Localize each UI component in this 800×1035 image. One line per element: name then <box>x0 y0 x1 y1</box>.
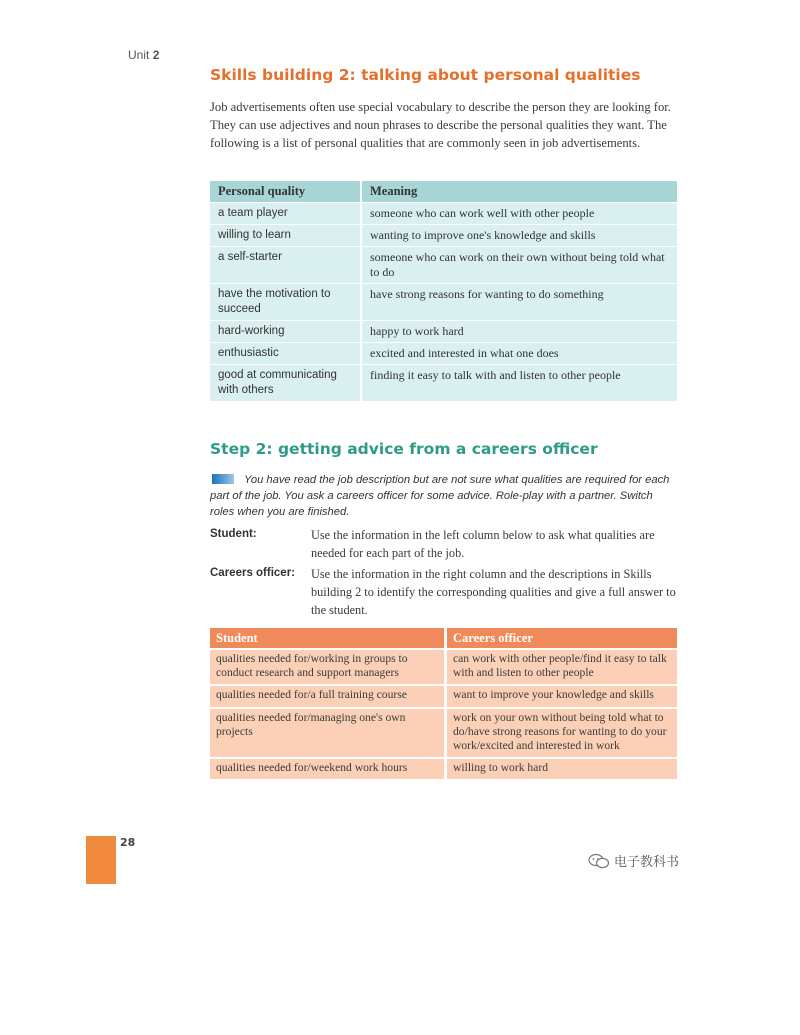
column-header: Meaning <box>362 181 677 202</box>
table-row <box>210 224 677 246</box>
quality-cell: a self-starter <box>210 246 362 283</box>
role-label-student: Student: <box>210 528 257 540</box>
quality-cell: good at communicating with others <box>210 364 362 401</box>
table-header-row <box>210 628 677 648</box>
skills-heading: Skills building 2: talking about personal qualities <box>210 66 641 84</box>
wechat-icon <box>588 853 610 869</box>
unit-label <box>128 48 159 62</box>
meaning-cell: someone who can work on their own without being told what to do <box>362 246 677 283</box>
student-cell: qualities needed for/managing one's own projects <box>210 707 447 758</box>
student-cell: qualities needed for/working in groups to conduct research and support managers <box>210 648 447 684</box>
quality-cell: a team player <box>210 202 362 224</box>
task-instructions: You have read the job description but are not sure what qualities are required for each part of the job. You ask a careers officer for some advice. Role-play with a partner. Switch roles when you are finished. <box>210 474 670 518</box>
column-header: Student <box>210 628 447 648</box>
column-header: Careers officer <box>447 628 677 648</box>
meaning-cell: someone who can work well with other people <box>362 202 677 224</box>
quality-cell: willing to learn <box>210 224 362 246</box>
table-row <box>210 320 677 342</box>
table-header-row <box>210 181 677 202</box>
table-row <box>210 342 677 364</box>
officer-cell: willing to work hard <box>447 757 677 779</box>
quality-cell: hard-working <box>210 320 362 342</box>
table-row <box>210 684 677 706</box>
roleplay-table <box>210 628 677 779</box>
meaning-cell: happy to work hard <box>362 320 677 342</box>
qualities-table <box>210 181 677 401</box>
table-row <box>210 757 677 779</box>
table-row <box>210 364 677 401</box>
page-number: 28 <box>120 836 136 849</box>
meaning-cell: excited and interested in what one does <box>362 342 677 364</box>
column-header: Personal quality <box>210 181 362 202</box>
table-row <box>210 283 677 320</box>
table-row <box>210 202 677 224</box>
quality-cell: enthusiastic <box>210 342 362 364</box>
meaning-cell: wanting to improve one's knowledge and skills <box>362 224 677 246</box>
table-row <box>210 648 677 684</box>
student-cell: qualities needed for/weekend work hours <box>210 757 447 779</box>
skills-intro: Job advertisements often use special vocabulary to describe the person they are looking for. They can use adjectives and noun phrases to describe the personal qualities they want. The following is a list of personal qualities that are commonly seen in job advertisements. <box>210 100 671 150</box>
table-row <box>210 246 677 283</box>
role-text-student: Use the information in the left column below to ask what qualities are needed for each part of the job. <box>311 528 655 560</box>
meaning-cell: finding it easy to talk with and listen to other people <box>362 364 677 401</box>
watermark-text: 电子教科书 <box>614 855 680 870</box>
unit-number: 2 <box>152 48 160 62</box>
student-cell: qualities needed for/a full training course <box>210 684 447 706</box>
page-tab <box>86 836 116 884</box>
officer-cell: work on your own without being told what to do/have strong reasons for wanting to do your work/excited and interested in work <box>447 707 677 758</box>
quality-cell: have the motivation to succeed <box>210 283 362 320</box>
role-label-careers-officer: Careers officer: <box>210 567 296 579</box>
table-row <box>210 707 677 758</box>
step-heading: Step 2: getting advice from a careers officer <box>210 440 598 458</box>
role-text-careers-officer: Use the information in the right column and the descriptions in Skills building 2 to identify the corresponding qualities and give a full answer to the student. <box>311 567 676 617</box>
officer-cell: want to improve your knowledge and skills <box>447 684 677 706</box>
officer-cell: can work with other people/find it easy to talk with and listen to other people <box>447 648 677 684</box>
meaning-cell: have strong reasons for wanting to do something <box>362 283 677 320</box>
watermark <box>588 851 679 870</box>
unit-prefix: Unit <box>128 48 150 62</box>
